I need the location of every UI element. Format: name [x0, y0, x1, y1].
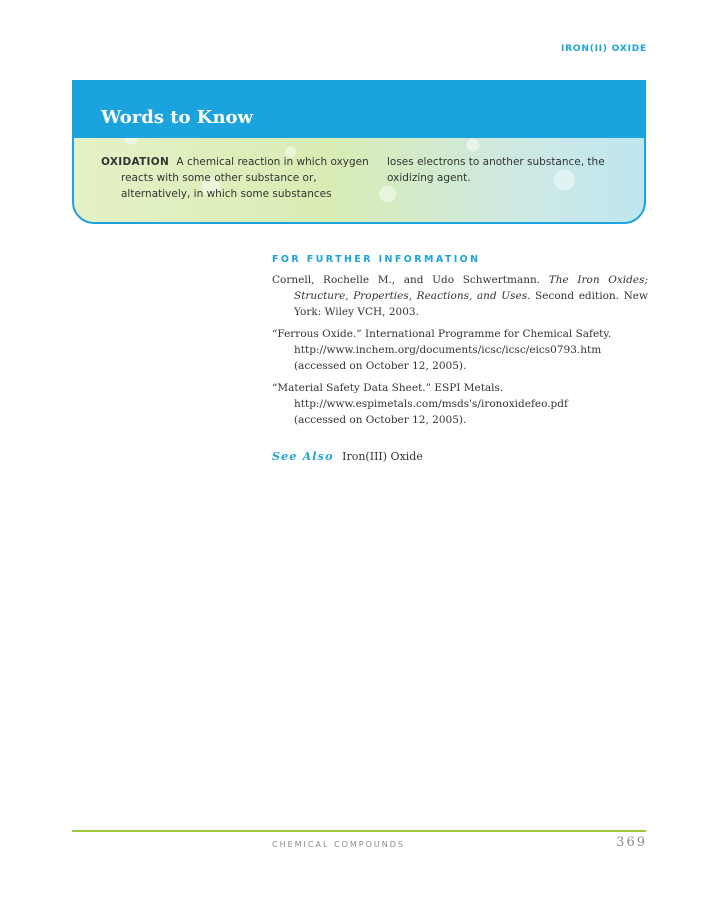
- page-number: 369: [616, 835, 647, 850]
- see-also: [272, 450, 423, 463]
- further-information-section: [272, 254, 648, 434]
- reference-item: [272, 272, 648, 320]
- reference-url[interactable]: http://www.espimetals.com/msds's/ironoxidefeo.pdf: [294, 398, 568, 410]
- definition-text-right: loses electrons to another substance, the oxidizing agent.: [387, 156, 605, 184]
- reference-item: [272, 380, 648, 428]
- further-information-heading: FOR FURTHER INFORMATION: [272, 254, 481, 265]
- see-also-label: See Also: [272, 450, 334, 463]
- definition-column-left: [101, 154, 383, 202]
- reference-title: The Iron Oxides; Structure, Properties, Reactions, and Uses.: [294, 274, 649, 302]
- reference-title: “Ferrous Oxide.” International Programme for Chemical Safety.: [272, 328, 612, 340]
- glossary-term: OXIDATION: [101, 156, 170, 168]
- footer-rule: [72, 830, 646, 832]
- reference-title: “Material Safety Data Sheet.” ESPI Metals.: [272, 382, 504, 394]
- definition-column-right: [387, 154, 637, 186]
- footer-book-title: CHEMICAL COMPOUNDS: [272, 840, 405, 849]
- reference-details: Second edition. New York: Wiley VCH, 2003.: [294, 290, 648, 318]
- reference-accessed: (accessed on October 12, 2005).: [294, 360, 467, 372]
- reference-accessed: (accessed on October 12, 2005).: [294, 414, 467, 426]
- reference-item: [272, 326, 648, 374]
- see-also-link[interactable]: Iron(III) Oxide: [342, 450, 423, 463]
- reference-authors: Cornell, Rochelle M., and Udo Schwertmann.: [272, 274, 541, 286]
- words-to-know-header: [74, 82, 644, 138]
- reference-url[interactable]: http://www.inchem.org/documents/icsc/icsc/eics0793.htm: [294, 344, 602, 356]
- words-to-know-title: Words to Know: [101, 107, 254, 128]
- words-to-know-box: [72, 80, 646, 224]
- definition-text-left: A chemical reaction in which oxygen reacts with some other substance or, alternatively, in which some substances: [121, 156, 369, 200]
- running-head: IRON(II) OXIDE: [561, 44, 647, 54]
